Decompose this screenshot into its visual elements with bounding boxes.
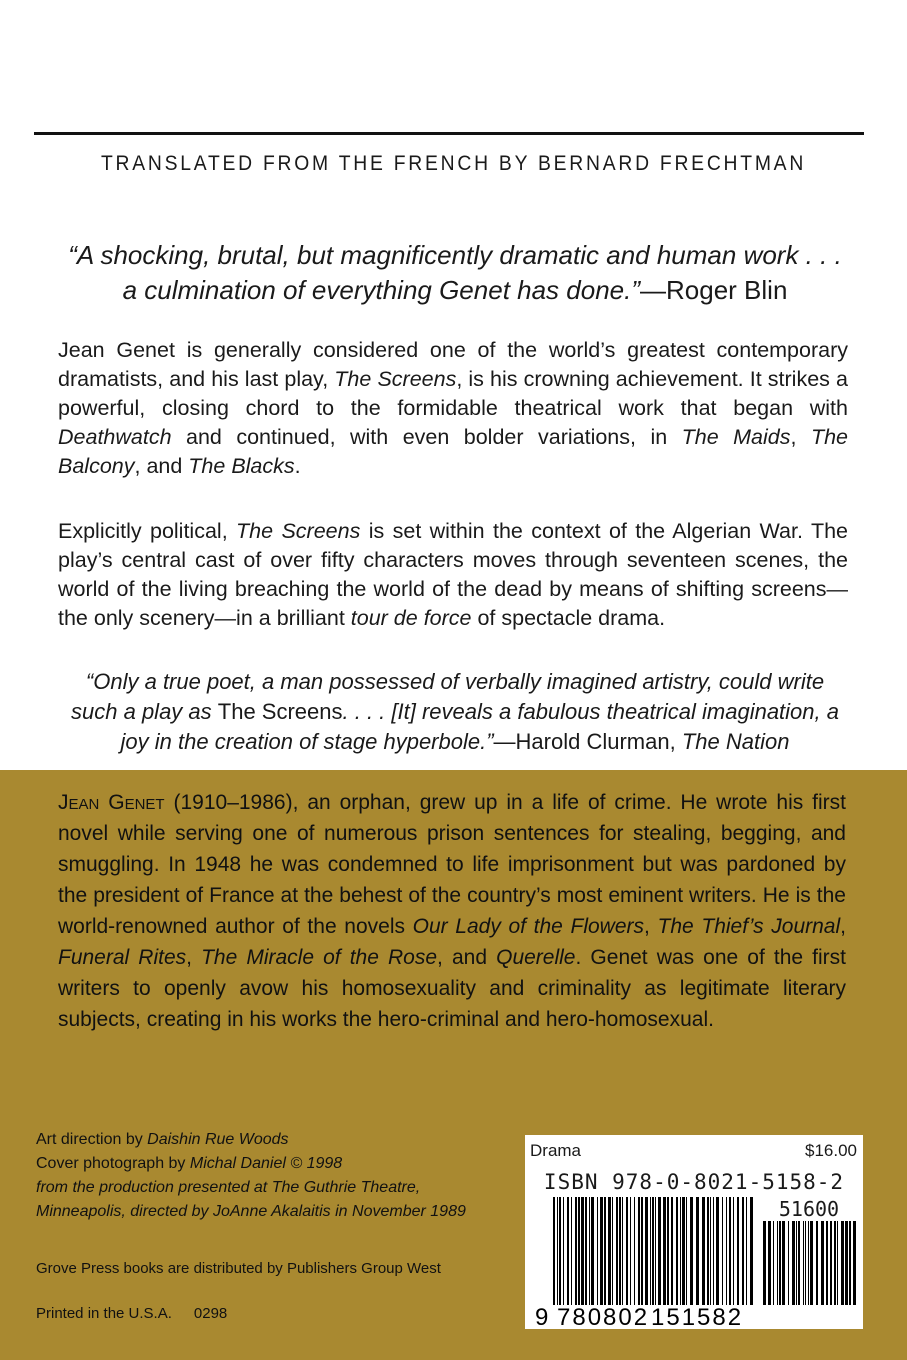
barcode-bar (837, 1221, 838, 1305)
bio-text-e: , (840, 915, 846, 938)
barcode-bar (575, 1197, 577, 1305)
barcode-bar (589, 1197, 590, 1305)
price-label: $16.00 (805, 1141, 857, 1160)
bio-text-c: , (644, 915, 658, 938)
barcode-graphic (525, 1135, 863, 1329)
production-line-2: Minneapolis, directed by JoAnne Akalaitis in November 1989 (36, 1203, 466, 1220)
barcode-bar (713, 1197, 714, 1305)
barcode-bar (803, 1221, 804, 1305)
barcode-bar (638, 1197, 640, 1305)
p2-text-c: is set within the context of the Algerian War. The play’s central cast of over fifty characters moves through seventeen scenes, the world of the living breaching the world of the dead by means of shifting screens—the only scenery—in a brilliant (58, 519, 848, 630)
barcode-bar (763, 1221, 766, 1305)
barcode-bar (777, 1221, 778, 1305)
barcode-bar (845, 1221, 848, 1305)
bio-text-i: , and (437, 946, 497, 969)
barcode-bar (652, 1197, 654, 1305)
bio-text-k: . Genet was one of the first writers to openly avow his homosexuality and criminality as legitimate literary subjects, creating in his works the hero-criminal and hero-homosexual. (58, 946, 847, 1031)
barcode-bar (600, 1197, 603, 1305)
barcode-bar (707, 1197, 709, 1305)
distribution-note: Grove Press books are distributed by Publishers Group West (36, 1260, 441, 1277)
cover-credits (36, 1128, 516, 1224)
barcode-bar (773, 1221, 774, 1305)
barcode-bar (690, 1197, 693, 1305)
barcode-bar (853, 1221, 856, 1305)
printed-note (36, 1305, 227, 1322)
p2-text-e: of spectacle drama. (471, 606, 666, 630)
top-rule (34, 132, 864, 135)
quote1-attribution: —Roger Blin (640, 275, 788, 305)
art-name: Daishin Rue Woods (147, 1131, 289, 1148)
barcode-bar (798, 1221, 800, 1305)
isbn-number: ISBN 978-0-8021-5158-2 (543, 1170, 845, 1194)
barcode-bar (826, 1221, 828, 1305)
art-label: Art direction by (36, 1131, 148, 1148)
barcode-bar (788, 1221, 789, 1305)
barcode-bar (553, 1197, 555, 1305)
barcode-bar (680, 1197, 681, 1305)
barcode-bar (557, 1197, 558, 1305)
p1-title-balcony: The Balcony (58, 425, 848, 478)
photo-name: Michal Daniel © 1998 (189, 1155, 343, 1172)
barcode-bar (682, 1197, 685, 1305)
bio-title-our-lady: Our Lady of the Flowers (412, 915, 645, 938)
p1-title-maids: The Maids (681, 425, 791, 449)
barcode-bar (616, 1197, 618, 1305)
print-code: 0298 (193, 1305, 228, 1322)
barcode-bar (729, 1197, 731, 1305)
author-bio (58, 787, 846, 1035)
p1-text-i: , and (134, 454, 189, 478)
barcode-addon-bars (763, 1221, 856, 1305)
bio-title-miracle: The Miracle of the Rose (201, 946, 438, 969)
ean-first-digit: 9 (535, 1304, 549, 1329)
p2-text-a: Explicitly political, (58, 519, 237, 543)
barcode-bar (834, 1221, 836, 1305)
barcode-bar (658, 1197, 661, 1305)
barcode-bar (849, 1221, 851, 1305)
description-paragraph-2 (58, 517, 848, 633)
p1-title-blacks: The Blacks (188, 454, 295, 478)
barcode-bar (667, 1197, 669, 1305)
barcode-bar (716, 1197, 719, 1305)
barcode-bar (792, 1221, 795, 1305)
ean-right-digits: 151582 (651, 1304, 744, 1329)
barcode-bar (702, 1197, 705, 1305)
ean-left-digits: 780802 (557, 1304, 650, 1329)
barcode-bar (696, 1197, 699, 1305)
barcode-bar (641, 1197, 643, 1305)
barcode-bar (768, 1221, 771, 1305)
quote2-source: The Nation (681, 729, 790, 754)
barcode-bar (608, 1197, 611, 1305)
bio-title-thiefs-journal: The Thief’s Journal (657, 915, 841, 938)
barcode-bar (726, 1197, 727, 1305)
p1-title-screens: The Screens (334, 367, 457, 391)
barcode-bar (737, 1197, 739, 1305)
p1-text-c: , is his crowning achievement. It strikes a powerful, closing chord to the formidable theatrical work that began with (58, 367, 848, 420)
quote2-text-c: . . . . [It] reveals a fabulous theatrical imagination, a joy in the creation of stage hyperbole.” (120, 699, 839, 754)
barcode-label (525, 1135, 863, 1329)
p2-tour-de-force: tour de force (350, 606, 472, 630)
barcode-bar (634, 1197, 635, 1305)
barcode-bar (686, 1197, 687, 1305)
barcode-bar (626, 1197, 628, 1305)
bio-title-funeral-rites: Funeral Rites (58, 946, 187, 969)
barcode-bar (733, 1197, 734, 1305)
barcode-bar (676, 1197, 678, 1305)
barcode-main-bars (553, 1197, 753, 1305)
barcode-bar (597, 1197, 598, 1305)
quote1-text: “A shocking, brutal, but magnificently dramatic and human work . . . a culmination of everything Genet has done.” (68, 240, 842, 305)
barcode-bar (591, 1197, 594, 1305)
bio-title-querelle: Querelle (496, 946, 576, 969)
p2-title-screens: The Screens (236, 519, 361, 543)
photo-label: Cover photograph by (36, 1155, 190, 1172)
quote-roger-blin (60, 238, 850, 308)
barcode-bar (796, 1221, 797, 1305)
barcode-bar (567, 1197, 569, 1305)
p1-text-a: Jean Genet is generally considered one of the world’s greatest contemporary dramatists, and his last play, (58, 338, 848, 391)
barcode-bar (710, 1197, 711, 1305)
barcode-bar (750, 1197, 753, 1305)
printed-text: Printed in the U.S.A. (36, 1305, 172, 1322)
barcode-bar (841, 1221, 844, 1305)
p1-text-g: , (790, 425, 811, 449)
barcode-bar (619, 1197, 621, 1305)
barcode-bar (805, 1221, 806, 1305)
quote2-attribution: —Harold Clurman, (493, 729, 682, 754)
barcode-bar (746, 1197, 747, 1305)
barcode-bar (782, 1221, 785, 1305)
barcode-bar (604, 1197, 606, 1305)
barcode-bar (612, 1197, 613, 1305)
barcode-bar (816, 1221, 818, 1305)
barcode-bar (655, 1197, 656, 1305)
bio-text-g: , (186, 946, 202, 969)
production-line-1: from the production presented at The Guthrie Theatre, (36, 1179, 421, 1196)
barcode-bar (821, 1221, 824, 1305)
photo-line (36, 1152, 516, 1176)
quote2-text-a: “Only a true poet, a man possessed of verbally imagined artistry, could write such a play as (71, 669, 825, 724)
barcode-bar (559, 1197, 561, 1305)
bio-author-name: Jean Genet (58, 791, 165, 814)
translator-credit: TRANSLATED FROM THE FRENCH BY BERNARD FRECHTMAN (100, 152, 807, 175)
barcode-bar (571, 1197, 572, 1305)
barcode-bar (650, 1197, 651, 1305)
art-direction-line (36, 1128, 516, 1152)
barcode-bar (663, 1197, 666, 1305)
barcode-bar (808, 1221, 809, 1305)
quote2-title: The Screens (217, 699, 343, 724)
genre-label: Drama (530, 1141, 582, 1160)
barcode-bar (578, 1197, 580, 1305)
p1-title-deathwatch: Deathwatch (58, 425, 172, 449)
barcode-bar (742, 1197, 744, 1305)
barcode-bar (563, 1197, 564, 1305)
quote-harold-clurman (60, 667, 850, 757)
barcode-bar (581, 1197, 584, 1305)
barcode-bar (622, 1197, 623, 1305)
p1-text-k: . (294, 454, 301, 478)
barcode-bar (722, 1197, 723, 1305)
barcode-bar (645, 1197, 648, 1305)
barcode-bar (630, 1197, 631, 1305)
barcode-bar (830, 1221, 832, 1305)
description-paragraph-1 (58, 336, 848, 481)
addon-digits: 51600 (778, 1197, 840, 1221)
barcode-bar (585, 1197, 587, 1305)
p1-text-e: and continued, with even bolder variations, in (171, 425, 682, 449)
bio-text-a: (1910–1986), an orphan, grew up in a life of crime. He wrote his first novel while serving one of numerous prison sentences for stealing, begging, and smuggling. In 1948 he was condemned to life imprisonment but was pardoned by the president of France at the behest of the country’s most eminent writers. He is the world-renowned author of the novels (58, 791, 846, 938)
barcode-bar (779, 1221, 781, 1305)
barcode-bar (810, 1221, 813, 1305)
barcode-bar (671, 1197, 673, 1305)
